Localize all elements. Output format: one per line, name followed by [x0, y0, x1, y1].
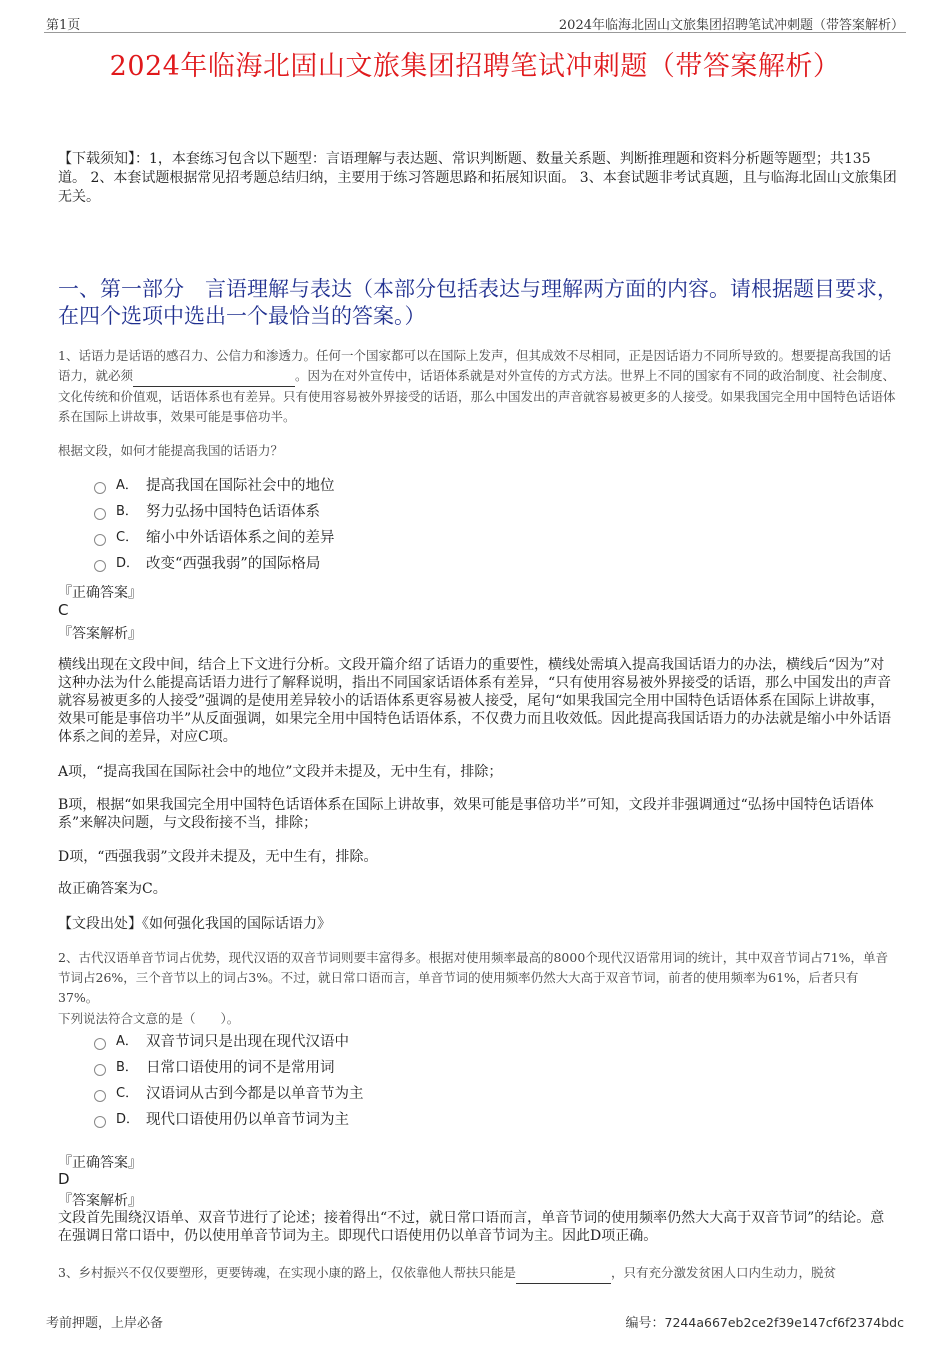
download-notice: 【下载须知】：1，本套练习包含以下题型：言语理解与表达题、常识判断题、数量关系题、判断推理题和资料分析题等题型；共135道。 2、本套试题根据常见招考题总结归纳，主要用于练习答题思路和拓展知识面。 3、本套试题非考试真题，且与临海北固山文旅集团无关。 [58, 151, 897, 205]
radio-icon[interactable] [94, 534, 106, 546]
q2-option-c[interactable]: C． 汉语词从古到今都是以单音节为主 [94, 1083, 364, 1105]
q1-option-c[interactable]: C． 缩小中外话语体系之间的差异 [94, 527, 335, 549]
footer-code: 编号：7244a667eb2ce2f39e147cf6f2374bdc [625, 1315, 904, 1331]
question-2-prompt: 下列说法符合文意的是（ ）。 [58, 1011, 240, 1026]
page-number: 第1页 [46, 18, 81, 33]
q2-option-d[interactable]: D． 现代口语使用仍以单音节词为主 [94, 1109, 349, 1131]
section-heading: 一、第一部分 言语理解与表达（本部分包括表达与理解两方面的内容。请根据题目要求，在四个选项中选出一个最恰当的答案。） [58, 277, 898, 328]
footer-slogan: 考前押题，上岸必备 [46, 1316, 164, 1331]
radio-icon[interactable] [94, 1090, 106, 1102]
radio-icon[interactable] [94, 560, 106, 572]
header-divider [44, 32, 906, 33]
q1-option-a[interactable]: A． 提高我国在国际社会中的地位 [94, 475, 335, 497]
q2-analysis-label: 『答案解析』 [58, 1193, 142, 1209]
radio-icon[interactable] [94, 508, 106, 520]
question-1-text: 1、话语力是话语的感召力、公信力和渗透力。任何一个国家都可以在国际上发声，但其成效不尽相同，正是因话语力不同所导致的。想要提高我国的话语力，就必须 。因为在对外宣传中，话语体系就是对外宣传的方式方法。世界上不同的国家有不同的政治制度、社会制度、文化传统和价值观，话语体系也有差异。只有使用容易被外界接受的话语，那么中国发出的声音就容易被更多的人接受。如果我国完全用中国特色话语体系在国际上讲故事，效果可能是事倍功半。 [58, 348, 896, 424]
page-title: 2024年临海北固山文旅集团招聘笔试冲刺题（带答案解析） [109, 51, 841, 82]
radio-icon[interactable] [94, 1064, 106, 1076]
fill-blank [133, 366, 295, 387]
q2-option-a[interactable]: A． 双音节词只是出现在现代汉语中 [94, 1031, 349, 1053]
q2-analysis-paragraph: 文段首先围绕汉语单、双音节进行了论述；接着得出“不过，就日常口语而言，单音节词的使用频率仍然大大高于双音节词”的结论。意在强调日常口语中，仍以使用单音节词为主。即现代口语使用仍以单音节词为主。因此D项正确。 [58, 1210, 885, 1244]
radio-icon[interactable] [94, 482, 106, 494]
q1-answer: C [58, 601, 69, 619]
radio-icon[interactable] [94, 1116, 106, 1128]
radio-icon[interactable] [94, 1038, 106, 1050]
q1-source: 【文段出处】《如何强化我国的国际话语力》 [58, 916, 331, 932]
question-2-text: 2、古代汉语单音节词占优势，现代汉语的双音节词则要丰富得多。根据对使用频率最高的8000个现代汉语常用词的统计，其中双音节词占71%，单音节词占26%，三个音节以上的词占3%。不过，就日常口语而言，单音节词的使用频率仍然大大高于双音节词，前者的使用频率为61%，后者只有37%。 [58, 950, 889, 1005]
q1-analysis-paragraph: D项，“西强我弱”文段并未提及，无中生有，排除。 [58, 849, 378, 865]
q2-option-b[interactable]: B． 日常口语使用的词不是常用词 [94, 1057, 335, 1079]
q1-option-d[interactable]: D． 改变“西强我弱”的国际格局 [94, 553, 320, 575]
q1-analysis-paragraph: B项，根据“如果我国完全用中国特色话语体系在国际上讲故事，效果可能是事倍功半”可知，文段并非强调通过“弘扬中国特色话语体系”来解决问题，与文段衔接不当，排除； [58, 797, 874, 831]
q2-answer-label: 『正确答案』 [58, 1155, 142, 1171]
header-doc-title: 2024年临海北固山文旅集团招聘笔试冲刺题（带答案解析） [558, 18, 904, 33]
q1-answer-label: 『正确答案』 [58, 585, 142, 601]
q1-analysis-paragraph: A项，“提高我国在国际社会中的地位”文段并未提及，无中生有，排除； [58, 764, 503, 780]
question-1-prompt: 根据文段，如何才能提高我国的话语力？ [58, 443, 284, 458]
q1-analysis-label: 『答案解析』 [58, 626, 142, 642]
q1-analysis-paragraph: 故正确答案为C。 [58, 881, 167, 897]
q1-option-b[interactable]: B． 努力弘扬中国特色话语体系 [94, 501, 320, 523]
fill-blank [516, 1263, 611, 1284]
question-3-text: 3、乡村振兴不仅仅要塑形，更要铸魂，在实现小康的路上，仅依靠他人帮扶只能是 ，只有充分激发贫困人口内生动力，脱贫 [58, 1263, 898, 1284]
q2-answer: D [58, 1170, 70, 1188]
q1-analysis-paragraph: 横线出现在文段中间，结合上下文进行分析。文段开篇介绍了话语力的重要性，横线处需填入提高我国话语力的办法，横线后“因为”对这种办法为什么能提高话语力进行了解释说明，指出不同国家话语体系有差异，“只有使用容易被外界接受的话语，那么中国发出的声音就容易被更多的人接受”强调的是使用差异较小的话语体系更容易被人接受，尾句“如果我国完全用中国特色话语体系在国际上讲故事，效果可能是事倍功半”从反面强调，如果完全用中国特色话语体系，不仅费力而且收效低。因此提高我国话语力的办法就是缩小中外话语体系之间的差异，对应C项。 [58, 657, 892, 745]
